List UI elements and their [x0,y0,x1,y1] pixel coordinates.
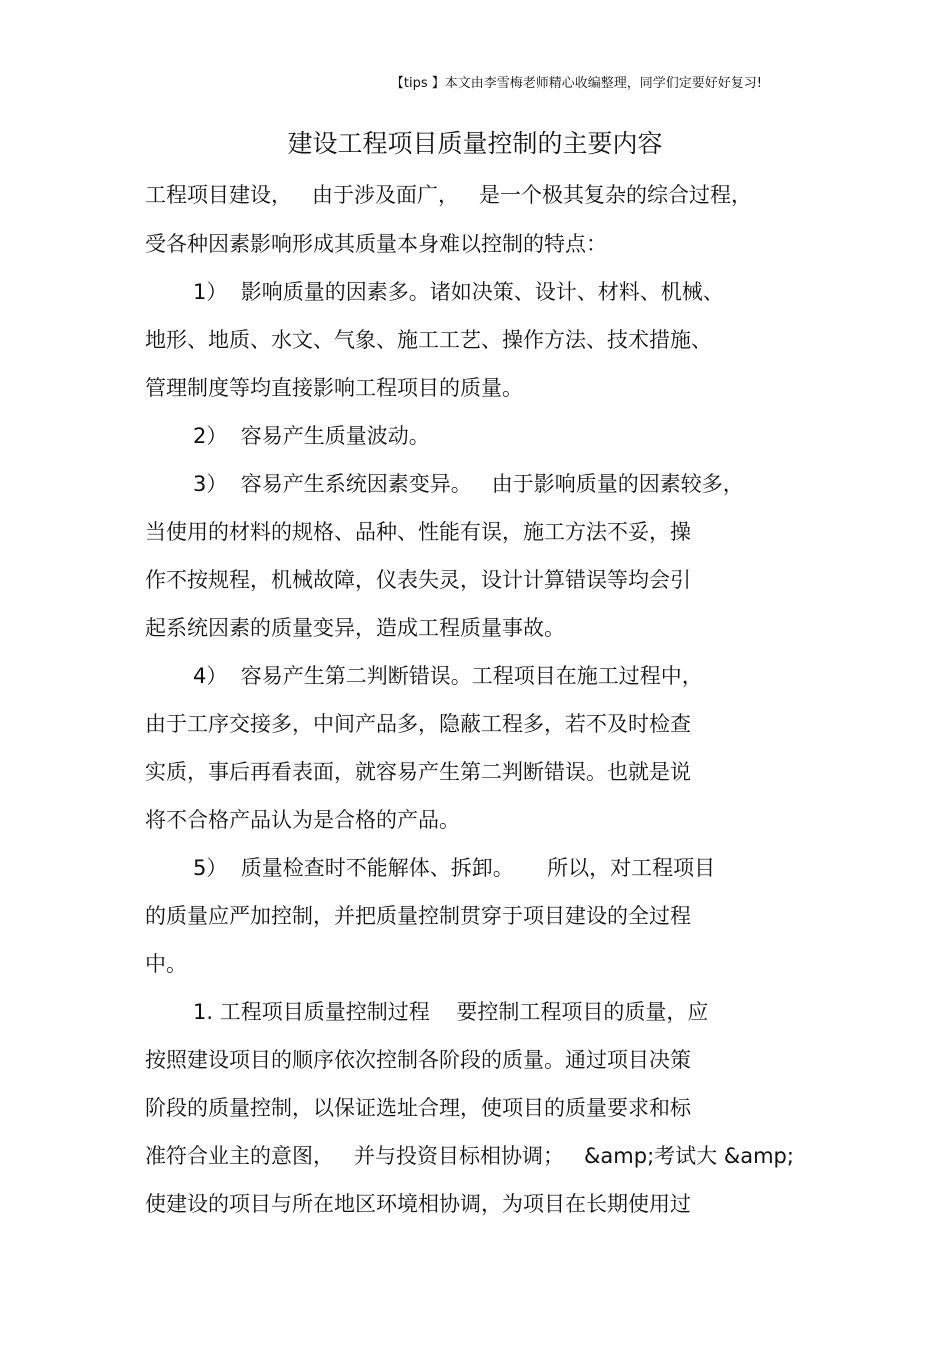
text-line: 由于工序交接多，中间产品多，隐蔽工程多，若不及时检查 [145,712,691,736]
text-line: 1） 影响质量的因素多。诸如决策、设计、材料、机械、 [193,280,724,304]
text-line: 按照建设项目的顺序依次控制各阶段的质量。通过项目决策 [145,1048,691,1072]
text-line: 阶段的质量控制，以保证选址合理，使项目的质量要求和标 [145,1096,691,1120]
text-line: 起系统因素的质量变异，造成工程质量事故。 [145,616,565,640]
text-line: 作不按规程，机械故障，仪表失灵，设计计算错误等均会引 [145,568,691,592]
text-line: 准符合业主的意图， 并与投资目标相协调； &amp;考试大 &amp; [145,1144,794,1168]
text-line: 5） 质量检查时不能解体、拆卸。 所以，对工程项目 [193,856,716,880]
text-line: 受各种因素影响形成其质量本身难以控制的特点： [145,232,607,256]
header-tip: 【tips 】本文由李雪梅老师精心收编整理，同学们定要好好复习! [390,76,762,91]
text-line: 工程项目建设， 由于涉及面广， 是一个极其复杂的综合过程， [145,183,753,207]
text-line: 中。 [145,952,187,976]
text-line: 4） 容易产生第二判断错误。工程项目在施工过程中， [193,664,703,688]
text-line: 使建设的项目与所在地区环境相协调，为项目在长期使用过 [145,1192,691,1216]
text-line: 当使用的材料的规格、品种、性能有误，施工方法不妥，操 [145,520,691,544]
text-line: 1. 工程项目质量控制过程 要控制工程项目的质量，应 [193,1000,709,1024]
text-line: 的质量应严加控制，并把质量控制贯穿于项目建设的全过程 [145,904,691,928]
text-line: 实质，事后再看表面，就容易产生第二判断错误。也就是说 [145,760,691,784]
text-line: 2） 容易产生质量波动。 [193,424,430,448]
document-title: 建设工程项目质量控制的主要内容 [287,129,663,158]
text-line: 3） 容易产生系统因素变异。 由于影响质量的因素较多， [193,472,744,496]
text-line: 将不合格产品认为是合格的产品。 [145,808,460,832]
text-line: 管理制度等均直接影响工程项目的质量。 [145,376,523,400]
text-line: 地形、地质、水文、气象、施工工艺、操作方法、技术措施、 [145,328,712,352]
